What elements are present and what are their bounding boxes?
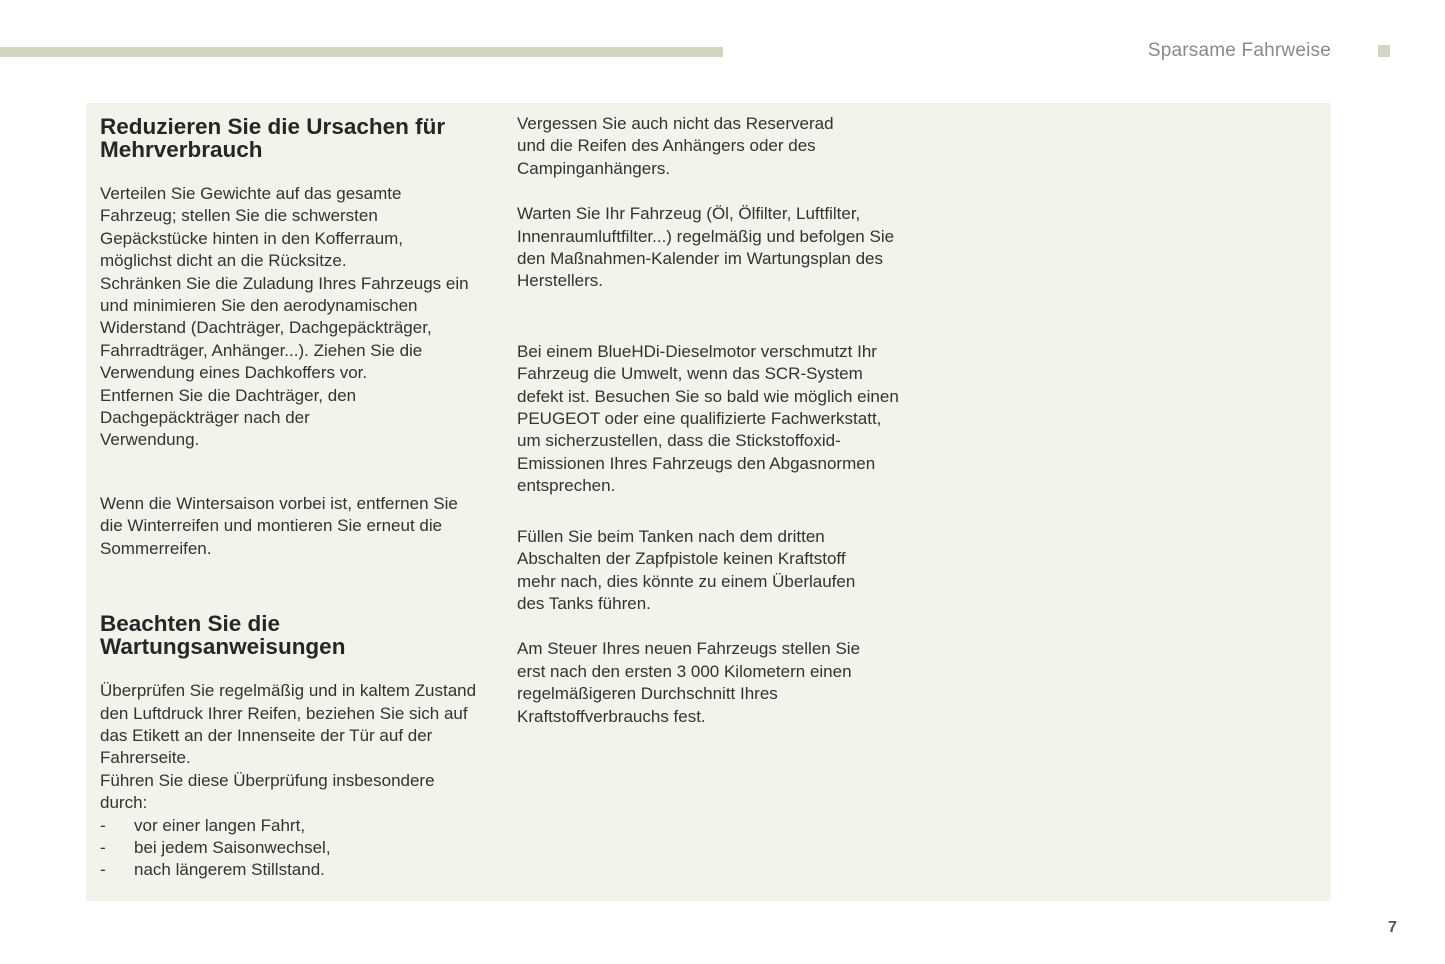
left-column (100, 103, 490, 882)
paragraph-check-when: Führen Sie diese Überprüfung insbesondere durch: (100, 770, 435, 813)
page-number: 7 (1388, 919, 1397, 936)
paragraph-spare-wheel: Vergessen Sie auch nicht das Reserverad und die Reifen des Anhängers oder des Campinganhängers. (517, 114, 834, 178)
paragraph-remove-roof-rack: Entfernen Sie die Dachträger, den Dachgepäckträger nach der Verwendung. (100, 385, 357, 450)
paragraph-limit-load: Schränken Sie die Zuladung Ihres Fahrzeugs ein und minimieren Sie den aerodynamischen Widerstand (Dachträger, Dachgepäckträger, Fahrradträger, Anhänger...). Ziehen Sie die Verwendung eines Dachkoffers vor. (100, 273, 469, 383)
right-column (517, 103, 917, 728)
section-title: Sparsame Fahrweise (1147, 40, 1331, 61)
heading-reduce-consumption: Reduzieren Sie die Ursachen für Mehrverbrauch (100, 114, 446, 162)
heading-maintenance: Beachten Sie die Wartungsanweisungen (100, 611, 346, 660)
paragraph-winter-tyres: Wenn die Wintersaison vorbei ist, entfernen Sie die Winterreifen und montieren Sie erneut die Sommerreifen. (100, 493, 458, 558)
content-panel (86, 103, 1331, 901)
paragraph-tyre-pressure: Überprüfen Sie regelmäßig und in kaltem Zustand den Luftdruck Ihrer Reifen, beziehen Sie sich auf das Etikett an der Innenseite der Tür auf der Fahrerseite. (100, 681, 477, 768)
paragraph-service-vehicle: Warten Sie Ihr Fahrzeug (Öl, Ölfilter, Luftfilter, Innenraumluftfilter...) regelmäßig und befolgen Sie den Maßnahmen-Kalender im Wartungsplan des Herstellers. (517, 204, 895, 291)
section-marker-square (1378, 45, 1390, 57)
paragraph-bluehdi-scr: Bei einem BlueHDi-Dieselmotor verschmutzt Ihr Fahrzeug die Umwelt, wenn das SCR-System defekt ist. Besuchen Sie so bald wie möglich einen PEUGEOT oder eine qualifizierte Fachwerkstatt, um sicherzustellen, dass die Stickstoffoxid-Emissionen Ihres Fahrzeugs den Abgasnormen entsprechen. (517, 341, 899, 496)
list-item: - vor einer langen Fahrt, (100, 815, 306, 835)
header-decor-bar (0, 47, 723, 57)
paragraph-new-vehicle: Am Steuer Ihres neuen Fahrzeugs stellen Sie erst nach den ersten 3 000 Kilometern einen regelmäßigeren Durchschnitt Ihres Kraftstoffverbrauchs fest. (517, 639, 861, 726)
paragraph-weight-distribution: Verteilen Sie Gewichte auf das gesamte Fahrzeug; stellen Sie die schwersten Gepäckstücke hinten in den Kofferraum, möglichst dicht an die Rücksitze. (100, 184, 404, 271)
check-occasions-list (100, 815, 490, 882)
list-item: - bei jedem Saisonwechsel, (100, 837, 331, 857)
list-item: - nach längerem Stillstand. (100, 860, 325, 880)
paragraph-refuelling: Füllen Sie beim Tanken nach dem dritten Abschalten der Zapfpistole keinen Kraftstoff mehr nach, dies könnte zu einem Überlaufen des Tanks führen. (517, 526, 856, 613)
